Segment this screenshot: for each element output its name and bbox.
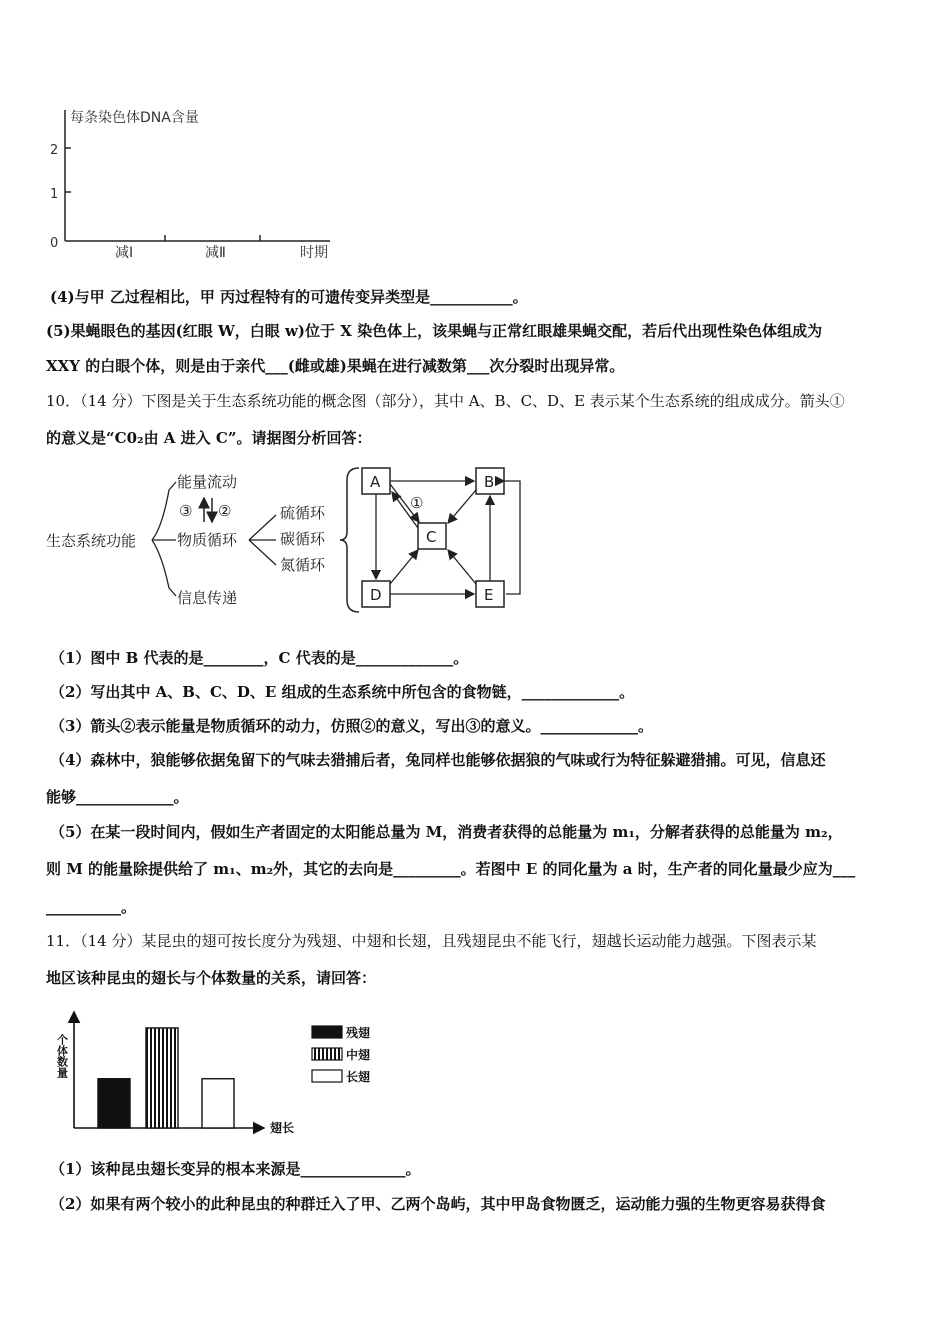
node-c: C	[426, 528, 437, 546]
q10-sub5-line3: __________。	[46, 898, 137, 916]
q10-sub5-line2: 则 M 的能量除提供给了 m₁、m₂外，其它的去向是_________。若图中 E 的同化量为 a 时，生产者的同化量最少应为___	[46, 860, 856, 878]
arrow-3-label: ③	[179, 502, 193, 520]
legend-swatch-0	[312, 1026, 342, 1038]
arrow-2-label: ②	[218, 502, 232, 520]
legend-label-0: 残翅	[346, 1026, 371, 1040]
q11-sub2: （2）如果有两个较小的此种昆虫的种群迁入了甲、乙两个岛屿，其中甲岛食物匮乏，运动能力强的生物更容易获得食	[50, 1195, 826, 1213]
q11-intro-line1: 11．（14 分）某昆虫的翅可按长度分为残翅、中翅和长翅，且残翅昆虫不能飞行，翅越长运动能力越强。下图表示某	[46, 932, 817, 950]
dna-graph-ylabel: 每条染色体DNA含量	[70, 110, 199, 126]
carbon-cycle-label: 碳循环	[280, 530, 326, 548]
chart-ylabel: 个体数量	[55, 1034, 69, 1078]
bar-vestigial-wing	[98, 1079, 130, 1128]
q10-sub3: （3）箭头②表示能量是物质循环的动力，仿照②的意义，写出③的意义。_____________。	[50, 717, 653, 735]
nitrogen-cycle-label: 氮循环	[280, 556, 326, 574]
dna-graph-xtick-meiosis1: 减Ⅰ	[115, 245, 134, 261]
q9-part4: (4)与甲 乙过程相比，甲 丙过程特有的可遗传变异类型是___________。	[50, 288, 528, 306]
dna-graph-tick-0: 0	[50, 236, 59, 251]
dna-graph-xtick-period: 时期	[300, 245, 328, 261]
wing-length-chart	[54, 1004, 384, 1134]
bar-medium-wing	[146, 1028, 178, 1128]
material-cycle-label: 物质循环	[177, 531, 238, 549]
ecosystem-concept-map	[44, 460, 534, 625]
node-e: E	[484, 586, 494, 604]
node-b: B	[484, 473, 495, 491]
q10-intro-line1: 10．（14 分）下图是关于生态系统功能的概念图（部分），其中 A、B、C、D、E 表示某个生态系统的组成成分。箭头①	[46, 392, 845, 410]
dna-graph-tick-1: 1	[50, 187, 59, 202]
energy-flow-label: 能量流动	[177, 473, 238, 491]
dna-content-graph	[40, 100, 350, 265]
q10-sub2: （2）写出其中 A、B、C、D、E 组成的生态系统中所包含的食物链，_____________。	[50, 683, 635, 701]
q10-sub4-line1: （4）森林中，狼能够依据兔留下的气味去猎捕后者，兔同样也能够依据狼的气味或行为特征躲避猎捕。可见，信息还	[50, 751, 826, 769]
q11-intro-line2: 地区该种昆虫的翅长与个体数量的关系，请回答：	[46, 969, 377, 987]
q11-sub1: （1）该种昆虫翅长变异的根本来源是______________。	[50, 1160, 421, 1178]
node-d: D	[370, 586, 382, 604]
arrow-1-label: ①	[410, 494, 424, 512]
info-transfer-label: 信息传递	[177, 589, 238, 607]
legend-label-2: 长翅	[346, 1070, 371, 1084]
legend-swatch-2	[312, 1070, 342, 1082]
legend-label-1: 中翅	[346, 1048, 371, 1062]
q10-intro-line2: 的意义是“C0₂由 A 进入 C”。请据图分析回答：	[46, 429, 372, 447]
q9-part5-line2: XXY 的白眼个体，则是由于亲代___(雌或雄)果蝇在进行减数第___次分裂时出现异常。	[46, 357, 625, 375]
q10-sub1: （1）图中 B 代表的是________，C 代表的是_____________。	[50, 649, 469, 667]
dna-graph-tick-2: 2	[50, 143, 59, 158]
dna-graph-xtick-meiosis2: 减Ⅱ	[205, 245, 226, 261]
q9-part5-line1: (5)果蝇眼色的基因(红眼 W，白眼 w)位于 X 染色体上，该果蝇与正常红眼雄果蝇交配，若后代出现性染色体组成为	[46, 322, 823, 340]
sulfur-cycle-label: 硫循环	[280, 504, 326, 522]
q10-sub4-line2: 能够_____________。	[46, 788, 189, 806]
bar-long-wing	[202, 1079, 234, 1128]
chart-xlabel: 翅长	[270, 1121, 295, 1134]
legend-swatch-1	[312, 1048, 342, 1060]
root-ecosystem-function: 生态系统功能	[46, 532, 137, 550]
q10-sub5-line1: （5）在某一段时间内，假如生产者固定的太阳能总量为 M，消费者获得的总能量为 m₁，分解者获得的总能量为 m₂，	[50, 823, 843, 841]
node-a: A	[370, 473, 381, 491]
